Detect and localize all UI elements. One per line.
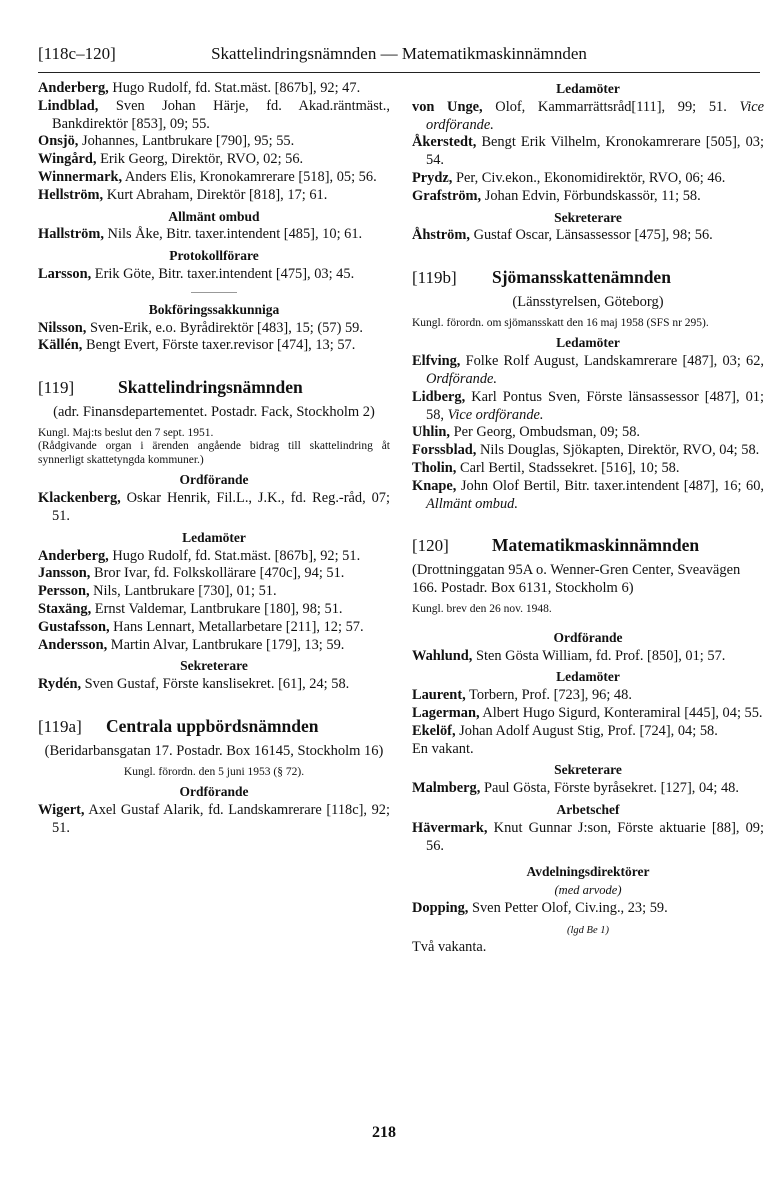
member-entry: Rydén, Sven Gustaf, Förste kanslisekret. [61], 24; 58. xyxy=(38,676,350,693)
section-number: [119a] xyxy=(38,717,82,737)
member-entry: Gustafsson, Hans Lennart, Metallarbetare [211], 12; 57. xyxy=(38,618,364,635)
member-entry: Elfving, Folke Rolf August, Landskamrerare [487], 03; 62, Ordförande. xyxy=(412,353,764,388)
section-title: Skattelindringsnämnden xyxy=(118,377,303,398)
member-entry: Lindblad, Sven Johan Härje, fd. Akad.räntmäst., Bankdirektör [853], 09; 55. xyxy=(38,97,390,132)
left-column xyxy=(38,80,390,838)
role-heading: Bokföringssakkunniga xyxy=(148,301,280,317)
member-entry: Winnermark, Anders Elis, Kronokamrerare [518], 05; 56. xyxy=(38,168,377,185)
member-entry: Hävermark, Knut Gunnar J:son, Förste aktuarie [88], 09; 56. xyxy=(412,819,764,854)
member-entry: Grafström, Johan Edvin, Förbundskassör, 11; 58. xyxy=(412,187,701,204)
member-entry: Forssblad, Nils Douglas, Sjökapten, Direktör, RVO, 04; 58. xyxy=(412,442,760,459)
member-entry: Laurent, Torbern, Prof. [723], 96; 48. xyxy=(412,687,632,704)
member-entry: Andersson, Martin Alvar, Lantbrukare [179], 13; 59. xyxy=(38,636,345,653)
right-column xyxy=(412,80,764,957)
role-heading: Protokollförare xyxy=(169,248,259,264)
member-entry: Uhlin, Per Georg, Ombudsman, 09; 58. xyxy=(412,424,640,441)
member-entry: Wigert, Axel Gustaf Alarik, fd. Landskamrerare [118c], 92; 51. xyxy=(38,802,390,836)
role-heading: Ordförande xyxy=(179,472,249,488)
vacancy-text: En vakant. xyxy=(412,740,474,757)
section-heading-119b xyxy=(412,269,764,287)
member-entry: Persson, Nils, Lantbrukare [730], 01; 51. xyxy=(38,583,277,600)
section-note: Kungl. förordn. om sjömansskatt den 16 maj 1958 (SFS nr 295). xyxy=(412,316,709,329)
page-header xyxy=(38,44,760,73)
role-heading: Sekreterare xyxy=(554,209,622,225)
section-heading-119a xyxy=(38,718,390,736)
member-entry: Wingård, Erik Georg, Direktör, RVO, 02; 56. xyxy=(38,151,304,168)
member-entry: Anderberg, Hugo Rudolf, fd. Stat.mäst. [867b], 92; 47. xyxy=(38,80,361,96)
section-note: Kungl. brev den 26 nov. 1948. xyxy=(412,603,552,616)
section-address: (Länsstyrelsen, Göteborg) xyxy=(512,293,664,310)
member-entry: Hallström, Nils Åke, Bitr. taxer.intendent [485], 10; 61. xyxy=(38,226,363,243)
member-entry: Ekelöf, Johan Adolf August Stig, Prof. [724], 04; 58. xyxy=(412,722,718,739)
role-heading: Ledamöter xyxy=(556,669,620,685)
role-subheading: (med arvode) xyxy=(554,883,622,898)
section-title: Matematikmaskinnämnden xyxy=(492,535,700,556)
role-heading: Ledamöter xyxy=(182,529,246,545)
member-entry: Prydz, Per, Civ.ekon., Ekonomidirektör, RVO, 06; 46. xyxy=(412,169,726,186)
member-entry: Åhström, Gustaf Oscar, Länsassessor [475], 98; 56. xyxy=(412,227,713,244)
member-entry: Klackenberg, Oskar Henrik, Fil.L., J.K., fd. Reg.-råd, 07; 51. xyxy=(38,490,390,525)
member-entry: Åkerstedt, Bengt Erik Vilhelm, Kronokamrerare [505], 03; 54. xyxy=(412,134,764,169)
member-entry: Lidberg, Karl Pontus Sven, Förste länsassessor [487], 01; 58, Vice ordförande. xyxy=(412,388,764,423)
section-title: Centrala uppbördsnämnden xyxy=(106,716,319,737)
section-number: [119b] xyxy=(412,268,457,288)
role-heading: Ledamöter xyxy=(556,335,620,351)
role-heading: Sekreterare xyxy=(554,762,622,778)
member-entry: Anderberg, Hugo Rudolf, fd. Stat.mäst. [867b], 92; 51. xyxy=(38,547,361,564)
divider xyxy=(191,292,237,293)
section-number: [119] xyxy=(38,378,75,398)
member-entry: Knape, John Olof Bertil, Bitr. taxer.intendent [487], 16; 60, Allmänt ombud. xyxy=(412,477,764,512)
member-entry: Malmberg, Paul Gösta, Förste byråsekret. [127], 04; 48. xyxy=(412,780,739,797)
member-entry: Tholin, Carl Bertil, Stadssekret. [516], 10; 58. xyxy=(412,460,680,477)
member-entry: Hellström, Kurt Abraham, Direktör [818], 17; 61. xyxy=(38,186,328,203)
pay-grade-note: (lgd Be 1) xyxy=(567,924,609,936)
section-note: Kungl. förordn. den 5 juni 1953 (§ 72). xyxy=(123,765,305,778)
member-entry: Dopping, Sven Petter Olof, Civ.ing., 23; 59. xyxy=(412,899,668,916)
vacancy-text: Två vakanta. xyxy=(412,939,487,956)
member-entry: Jansson, Bror Ivar, fd. Folkskollärare [470c], 94; 51. xyxy=(38,565,345,582)
member-entry: Onsjö, Johannes, Lantbrukare [790], 95; 55. xyxy=(38,133,295,150)
section-heading-119 xyxy=(38,379,390,397)
role-heading: Arbetschef xyxy=(556,801,620,817)
role-heading: Ledamöter xyxy=(556,81,620,96)
member-entry: von Unge, Olof, Kammarrättsråd[111], 99; 51. Vice ordförande. xyxy=(412,98,764,133)
section-address: (adr. Finansdepartementet. Postadr. Fack, Stockholm 2) xyxy=(53,403,375,420)
page-number: 218 xyxy=(372,1124,396,1141)
member-entry: Wahlund, Sten Gösta William, fd. Prof. [850], 01; 57. xyxy=(412,647,726,664)
page-reference: [118c–120] xyxy=(38,44,116,63)
role-heading: Ordförande xyxy=(179,784,249,800)
member-entry: Nilsson, Sven-Erik, e.o. Byrådirektör [483], 15; (57) 59. xyxy=(38,319,363,336)
running-title: Skattelindringsnämnden — Matematikmaskinnämnden xyxy=(211,44,587,63)
role-heading: Avdelningsdirektörer xyxy=(526,864,650,880)
member-entry: Lagerman, Albert Hugo Sigurd, Konteramiral [445], 04; 55. xyxy=(412,704,763,721)
section-number: [120] xyxy=(412,536,449,556)
section-heading-120 xyxy=(412,537,764,555)
section-address: (Beridarbansgatan 17. Postadr. Box 16145, Stockholm 16) xyxy=(44,742,384,759)
role-heading: Sekreterare xyxy=(180,658,248,674)
role-heading: Ordförande xyxy=(553,629,623,645)
section-address: (Drottninggatan 95A o. Wenner-Gren Center, Sveavägen 166. Postadr. Box 6131, Stockholm 6) xyxy=(412,562,741,597)
member-entry: Källén, Bengt Evert, Förste taxer.revisor [474], 13; 57. xyxy=(38,337,356,354)
section-title: Sjömansskattenämnden xyxy=(492,267,671,288)
member-entry: Staxäng, Ernst Valdemar, Lantbrukare [180], 98; 51. xyxy=(38,601,343,618)
role-heading: Allmänt ombud xyxy=(168,208,260,224)
section-note: Kungl. Maj:ts beslut den 7 sept. 1951. (Rådgivande organ i ärenden angående bidrag till skattelindring åt synnerligt skattetyngda kommuner.) xyxy=(38,426,390,466)
member-entry: Larsson, Erik Göte, Bitr. taxer.intendent [475], 03; 45. xyxy=(38,265,355,282)
